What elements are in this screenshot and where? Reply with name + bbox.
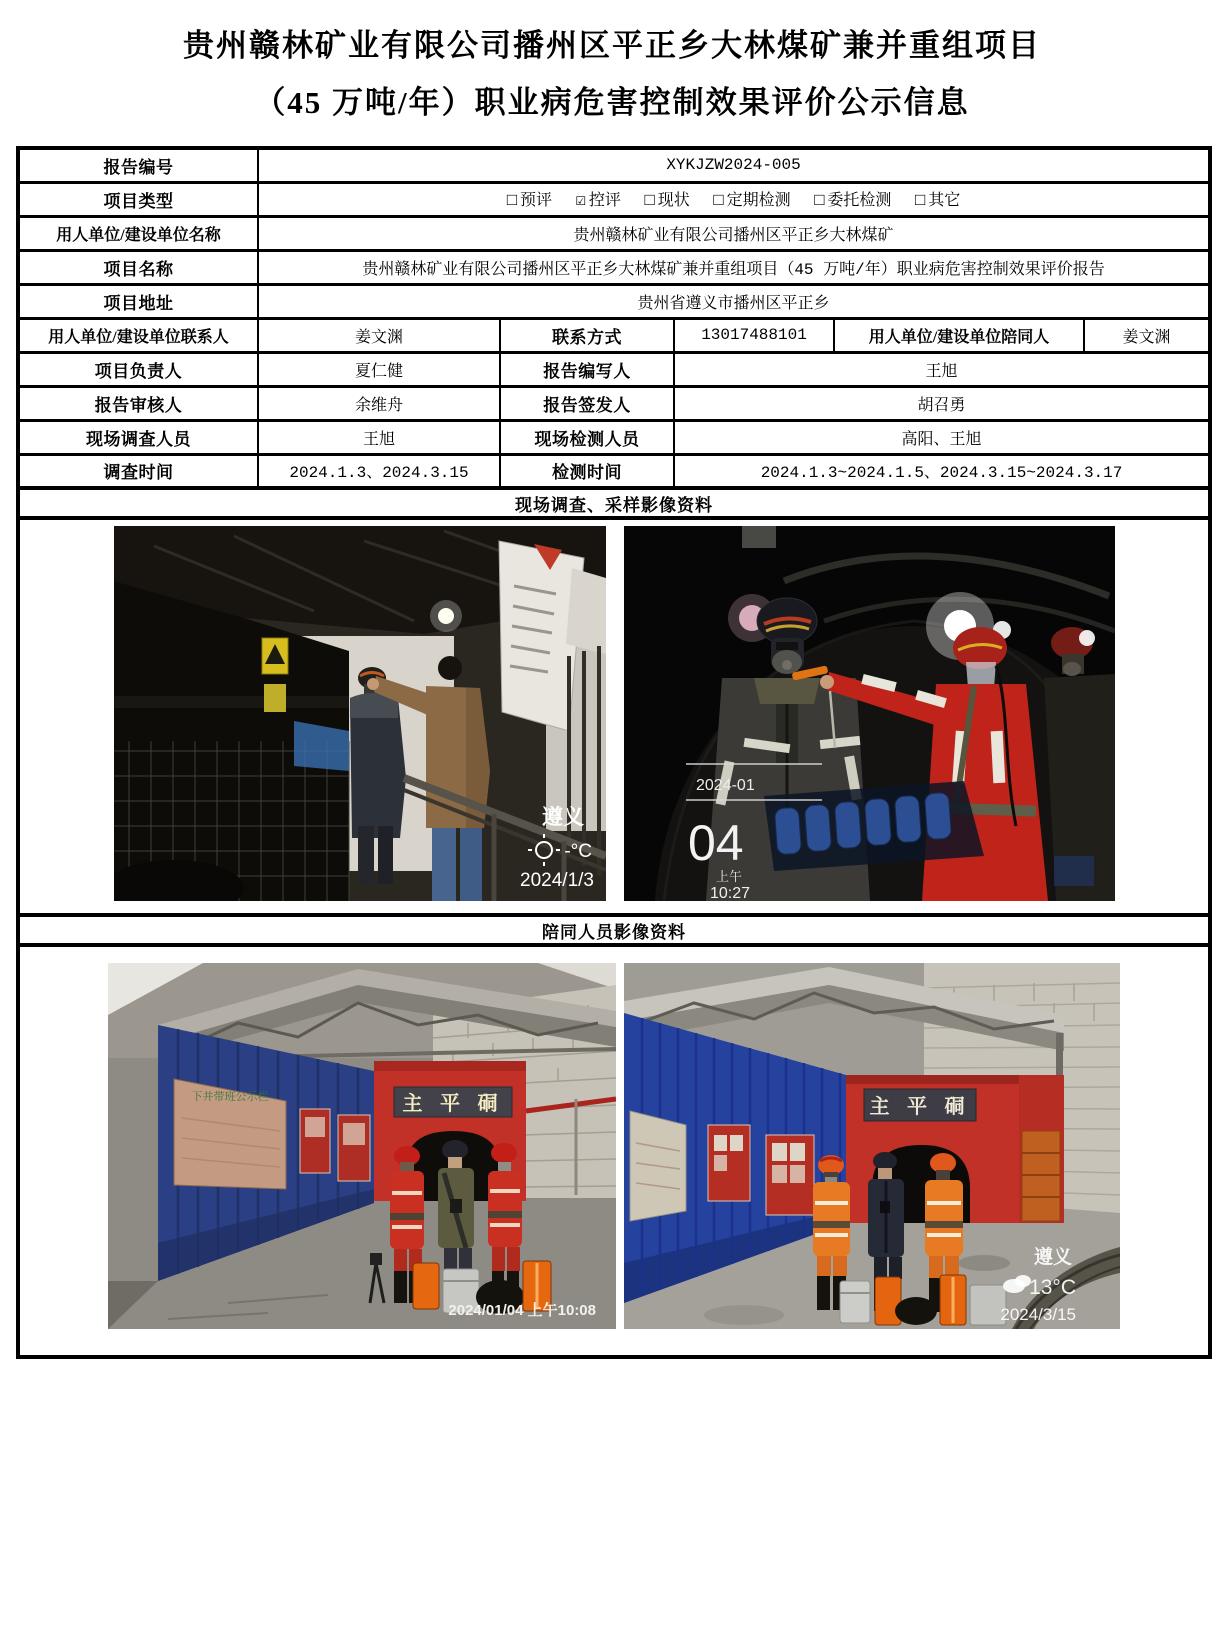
escort-section-title: 陪同人员影像资料 [18, 915, 1210, 945]
project-name-label: 项目名称 [18, 250, 258, 284]
checkbox-icon: □ [814, 192, 825, 211]
phone-label: 联系方式 [500, 318, 674, 352]
row-report-no [18, 148, 1210, 182]
row-times [18, 454, 1210, 488]
watermark-time: 10:27 [709, 885, 750, 901]
issuer-value: 胡召勇 [674, 386, 1210, 420]
project-type-label: 项目类型 [18, 182, 258, 216]
address-label: 项目地址 [18, 284, 258, 318]
checkbox-option-dingqi: □ 定期检测 [713, 192, 791, 211]
test-staff-value: 高阳、王旭 [674, 420, 1210, 454]
orange-case [413, 1263, 439, 1309]
address-value: 贵州省遵义市播州区平正乡 [258, 284, 1210, 318]
test-staff-label: 现场检测人员 [500, 420, 674, 454]
phone-value: 13017488101 [674, 318, 834, 352]
row-reviewer [18, 386, 1210, 420]
photo-watermark: 2024/01/04 上午10:08 [448, 1302, 597, 1319]
survey-section-title: 现场调查、采样影像资料 [18, 488, 1210, 518]
checkbox-option-qita: □ 其它 [915, 192, 961, 211]
checkbox-option-xianzhuang: □ 现状 [644, 192, 690, 211]
checkbox-icon: □ [644, 192, 655, 211]
row-survey-photos [18, 518, 1210, 915]
reviewer-value: 余维舟 [258, 386, 500, 420]
page-title-line2: （45 万吨/年）职业病危害控制效果评价公示信息 [254, 85, 970, 120]
row-contact [18, 318, 1210, 352]
project-name-value: 贵州赣林矿业有限公司播州区平正乡大林煤矿兼并重组项目（45 万吨/年）职业病危害控制效果评价报告 [258, 250, 1210, 284]
row-escort-photos [18, 945, 1210, 1357]
checkbox-option-weituo: □ 委托检测 [814, 192, 892, 211]
checkbox-option-kongping: ☑ 控评 [575, 192, 621, 211]
employer-value: 贵州赣林矿业有限公司播州区平正乡大林煤矿 [258, 216, 1210, 250]
survey-staff-label: 现场调查人员 [18, 420, 258, 454]
test-time-value: 2024.1.3~2024.1.5、2024.3.15~2024.3.17 [674, 454, 1210, 488]
orange-case [875, 1277, 901, 1325]
survey-staff-value: 王旭 [258, 420, 500, 454]
row-survey-staff [18, 420, 1210, 454]
writer-value: 王旭 [674, 352, 1210, 386]
watermark-date: 2024/1/3 [519, 870, 594, 891]
leader-label: 项目负责人 [18, 352, 258, 386]
silver-case [840, 1281, 870, 1323]
employer-label: 用人单位/建设单位名称 [18, 216, 258, 250]
project-type-options [258, 182, 1210, 216]
row-address [18, 284, 1210, 318]
watermark-city: 遵义 [541, 806, 584, 829]
reviewer-label: 报告审核人 [18, 386, 258, 420]
photo-survey-underground [624, 526, 1115, 901]
watermark-date: 2024/3/15 [1000, 1305, 1077, 1324]
checkbox-option-preping: □ 预评 [506, 192, 553, 211]
survey-time-value: 2024.1.3、2024.3.15 [258, 454, 500, 488]
survey-time-label: 调查时间 [18, 454, 258, 488]
checkbox-icon: □ [915, 192, 926, 211]
watermark-city: 遵义 [1034, 1247, 1073, 1268]
survey-photos-cell [18, 518, 1210, 915]
escort-value: 姜文渊 [1084, 318, 1210, 352]
section-header-survey [18, 488, 1210, 518]
escort-label: 用人单位/建设单位陪同人 [834, 318, 1084, 352]
report-no-label: 报告编号 [18, 148, 258, 182]
photo-escort-march [624, 963, 1120, 1329]
portal-sign-text: 主 平 硐 [402, 1093, 504, 1115]
test-time-label: 检测时间 [500, 454, 674, 488]
watermark-day: 04 [687, 815, 744, 871]
watermark-month: 2024-01 [695, 777, 755, 794]
escort-photos-cell [18, 945, 1210, 1357]
row-project-type [18, 182, 1210, 216]
page-title [0, 30, 1224, 118]
leader-value: 夏仁健 [258, 352, 500, 386]
lamp [438, 608, 454, 624]
row-employer [18, 216, 1210, 250]
row-leader [18, 352, 1210, 386]
watermark-ampm: 上午 [715, 869, 742, 884]
checkbox-checked-icon: ☑ [575, 192, 586, 211]
report-no-value: XYKJZW2024-005 [258, 148, 1210, 182]
photo-escort-january [108, 963, 616, 1329]
info-table [16, 146, 1212, 1359]
checkbox-icon: □ [713, 192, 724, 211]
watermark-temp: -°C [563, 841, 592, 862]
writer-label: 报告编写人 [500, 352, 674, 386]
section-header-escort [18, 915, 1210, 945]
contact-label: 用人单位/建设单位联系人 [18, 318, 258, 352]
checkbox-icon: □ [506, 192, 518, 211]
black-bag [895, 1297, 937, 1325]
photo-survey-conveyor [114, 526, 606, 901]
page-title-line1: 贵州赣林矿业有限公司播州区平正乡大林煤矿兼并重组项目 [183, 28, 1041, 63]
watermark-temp: 13°C [1029, 1276, 1077, 1299]
portal-sign-text: 主 平 硐 [869, 1096, 971, 1118]
row-project-name [18, 250, 1210, 284]
board-title-text: 下井带班公示栏 [191, 1091, 269, 1103]
issuer-label: 报告签发人 [500, 386, 674, 420]
contact-value: 姜文渊 [258, 318, 500, 352]
